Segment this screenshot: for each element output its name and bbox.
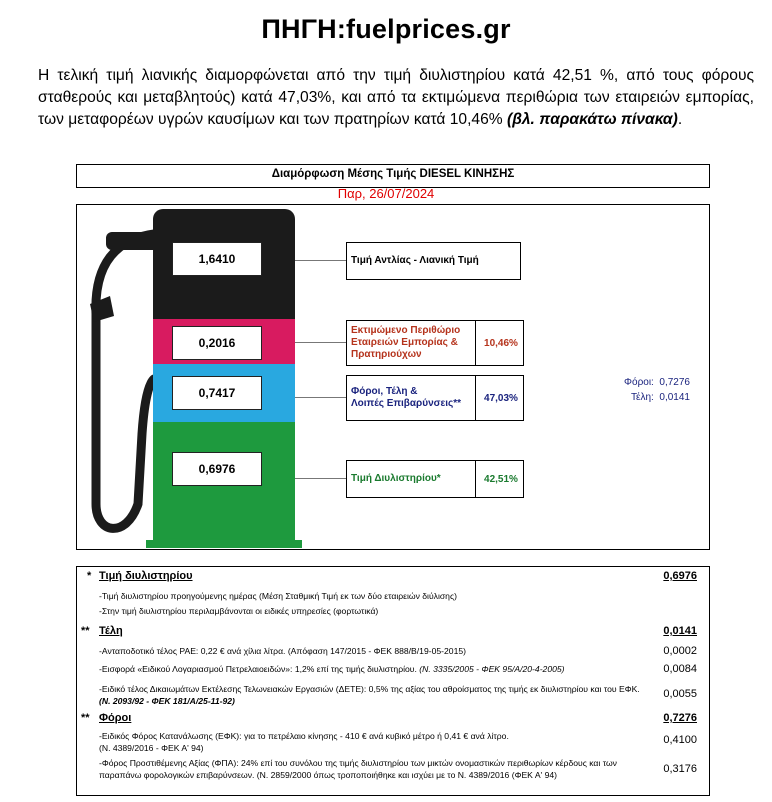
taxes-note-item: -Ειδικός Φόρος Κατανάλωσης (ΕΦΚ): για το πετρέλαιο κίνησης - 410 € ανά κυβικό μέτρο ή 0,41 € ανά λίτρο. (Ν. 4389/2016 - ΦΕΚ Α' 94) [99,731,509,753]
margin-label [351,325,460,361]
margin-label-line: Εκτιμώμενο Περιθώριο [351,325,461,336]
refinery-value: 0,6976 [172,452,262,486]
taxes-label [351,386,461,410]
taxes-percent: 47,03% [475,376,526,420]
panel-date: Παρ, 26/07/2024 [337,186,435,201]
taxes-value: 0,7417 [172,376,262,410]
pump-price-label: Τιμή Αντλίας - Λιανική Τιμή [351,255,479,266]
panel-header [76,164,710,188]
panel-title: Διαμόρφωση Μέσης Τιμής DIESEL ΚΙΝΗΣΗΣ [271,168,515,180]
taxes-note-item-value: 0,4100 [663,734,697,746]
margin-label-box [346,320,524,366]
pump-price-label-box [346,242,521,280]
taxes-note-value: 0,7276 [663,712,697,724]
fees-note-item-value: 0,0055 [663,688,697,700]
taxes-note-item-value: 0,3176 [663,763,697,775]
taxes-label-line: Φόροι, Τέλη & [351,386,418,397]
note-mark: ** [81,625,90,637]
side-taxes-value: 0,7276 [659,377,690,388]
margin-label-line: Πρατηριούχων [351,349,422,360]
fees-note-title: Τέλη [99,625,123,637]
refinery-note-value: 0,6976 [663,570,697,582]
fees-note-value: 0,0141 [663,625,697,637]
side-taxes [590,377,690,388]
fees-note-item: -Εισφορά «Ειδικού Λογαριασμού Πετρελαιοειδών»: 1,2% επί της τιμής διυλιστηρίου. (Ν. 3335/2005 - ΦΕΚ 95/Α/20-4-2005) [99,664,565,674]
taxes-label-box [346,375,524,421]
refinery-note-line: -Τιμή διυλιστηρίου προηγούμενης ημέρας (Μέση Σταθμική Τιμή εκ των δύο εταιρειών διύλισης) [99,591,457,601]
fees-note-item-value: 0,0084 [663,663,697,675]
side-fees [590,392,690,403]
page-title: ΠΗΓΗ:fuelprices.gr [261,14,511,44]
fees-note-item: -Ειδικό τέλος Δικαιωμάτων Εκτέλεσης Τελωνειακών Εργασιών (ΔΕΤΕ): 0,5% της αξίας του αθροίσματος της τιμής εκ διυλιστηρίου και του ΕΦΚ. (Ν. 2093/92 - ΦΕΚ 181/Α/25-11-92) [99,684,640,706]
fees-note-item-value: 0,0002 [663,645,697,657]
note-mark: ** [81,712,90,724]
refinery-label-box [346,460,524,498]
fees-note-item: -Ανταποδοτικό τέλος ΡΑΕ: 0,22 € ανά χίλια λίτρα. (Απόφαση 147/2015 - ΦΕΚ 888/Β/19-05-2015) [99,646,466,656]
intro-end: . [677,111,683,128]
refinery-percent: 42,51% [475,461,526,497]
taxes-note-item: -Φόρος Προστιθέμενης Αξίας (ΦΠΑ): 24% επί του συνόλου της τιμής διυλιστηρίου των μικτών ονομαστικών περιθωρίων κέρδους και των παραπάνω φορολογικών επιβαρύνσεων. (Ν. 2859/2000 όπως τροποποιήθηκε και ισχύει με το Ν. 4389/2016 (ΦΕΚ Α' 94) [99,758,617,780]
margin-label-line: Εταιρειών Εμπορίας & [351,337,458,348]
taxes-note-title: Φόροι [99,712,132,724]
leader-line [295,342,346,343]
leader-line [295,478,346,479]
pump-nozzle-holder [106,232,154,250]
intro-text: Η τελική τιμή λιανικής διαμορφώνεται από την τιμή διυλιστηρίου κατά 42,51 %, από τους φόρους σταθερούς και μεταβλητούς) κατά 47,03%, και από τα εκτιμώμενα περιθώρια των εταιρειών εμπορίας, των μεταφορέων υγρών καυσίμων και των πρατηρίων κατά 10,46% [38,67,754,128]
refinery-note-title: Τιμή διυλιστηρίου [99,570,193,582]
leader-line [295,260,346,261]
intro-paragraph [38,65,754,131]
intro-emphasis: (βλ. παρακάτω πίνακα) [507,111,678,128]
margin-percent: 10,46% [475,321,526,365]
margin-value: 0,2016 [172,326,262,360]
side-fees-value: 0,0141 [659,392,690,403]
leader-line [295,397,346,398]
side-taxes-label: Φόροι: [624,377,654,388]
taxes-label-line: Λοιπές Επιβαρύνσεις** [351,398,461,409]
refinery-label: Τιμή Διυλιστηρίου* [351,473,441,484]
pump-price-value: 1,6410 [172,242,262,276]
note-mark: * [87,570,92,582]
notes-table [76,566,710,796]
pump-base [146,540,302,548]
refinery-note-line: -Στην τιμή διυλιστηρίου περιλαμβάνονται οι ειδικές υπηρεσίες (φορτωτικά) [99,606,379,616]
side-fees-label: Τέλη: [631,392,654,403]
